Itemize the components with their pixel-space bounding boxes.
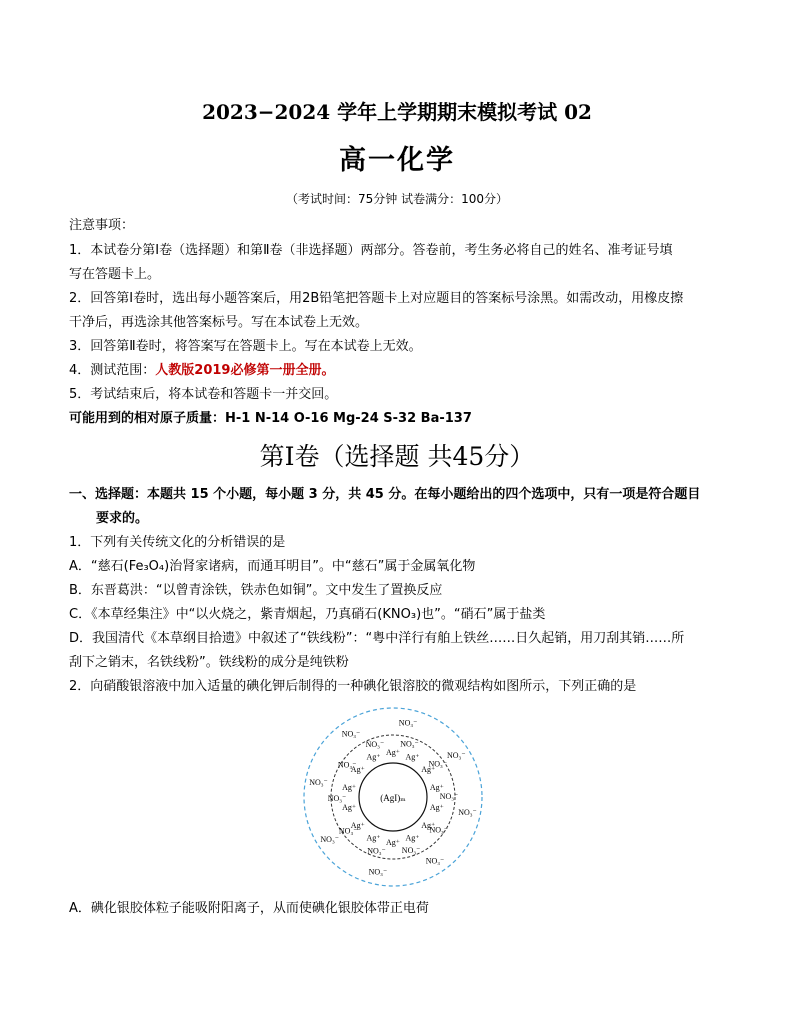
ag-cation-label: Ag⁺ <box>405 833 420 843</box>
note-1-line-1: 1．本试卷分第Ⅰ卷（选择题）和第Ⅱ卷（非选择题）两部分。答卷前，考生务必将自己的姓名、准考证号填 <box>69 243 673 258</box>
nitrate-anion-label: NO₃⁻ <box>447 751 466 760</box>
note-4-scope: 人教版2019必修第一册全册。 <box>155 363 335 378</box>
nitrate-anion-label: NO₃⁻ <box>309 777 328 787</box>
ag-cation-label: Ag⁺ <box>405 752 420 762</box>
nitrate-anion-label: NO₃⁻ <box>327 793 347 803</box>
note-1-line-2: 写在答题卡上。 <box>69 267 161 282</box>
nitrate-anion-label: NO₃⁻ <box>341 729 361 739</box>
ag-cation-label: Ag⁺ <box>421 764 436 774</box>
q2-stem: 2．向硝酸银溶液中加入适量的碘化钾后制得的一种碘化银溶胶的微观结构如图所示，下列正确的是 <box>69 679 637 694</box>
nitrate-anion-label: NO₃⁻ <box>429 825 449 835</box>
nitrate-anion-label: NO₃⁻ <box>338 826 358 836</box>
notes-heading: 注意事项： <box>69 218 135 233</box>
subject-title: 高一化学 <box>339 145 455 176</box>
q2-option-a: A．碘化银胶体粒子能吸附阳离子，从而使碘化银胶体带正电荷 <box>69 901 429 916</box>
exam-info: （考试时间：75分钟 试卷满分：100分） <box>286 192 508 206</box>
q1-option-c: C．《本草经集注》中“以火烧之，紫青烟起，乃真硝石(KNO₃)也”。“硝石”属于盐类 <box>69 607 546 622</box>
agi-core-label: (AgI)ₘ <box>380 793 406 803</box>
nitrate-anion-label: NO₃⁻ <box>337 760 357 770</box>
ag-cation-label: Ag⁺ <box>386 748 400 757</box>
nitrate-anion-label: NO₃⁻ <box>458 808 477 818</box>
ag-cation-label: Ag⁺ <box>342 803 357 812</box>
note-3: 3．回答第Ⅱ卷时，将答案写在答题卡上。写在本试卷上无效。 <box>69 339 422 354</box>
note-5: 5．考试结束后，将本试卷和答题卡一并交回。 <box>69 387 338 402</box>
nitrate-anion-label: NO₃⁻ <box>400 739 419 749</box>
nitrate-anion-label: NO₃⁻ <box>365 740 385 749</box>
ag-cation-label: Ag⁺ <box>429 803 444 812</box>
nitrate-anion-label: NO₃⁻ <box>367 846 386 856</box>
atomic-masses: 可能用到的相对原子质量：H-1 N-14 O-16 Mg-24 S-32 Ba-137 <box>69 411 472 426</box>
q1-option-a: A．“慈石(Fe₃O₄)治肾家诸病，而通耳明目”。中“慈石”属于金属氧化物 <box>69 559 476 574</box>
nitrate-anion-label: NO₃⁻ <box>425 856 445 866</box>
ag-cation-label: Ag⁺ <box>366 752 381 762</box>
ag-cation-label: Ag⁺ <box>350 821 365 831</box>
nitrate-anion-label: NO₃⁻ <box>398 718 418 728</box>
note-4-prefix: 4．测试范围： <box>69 363 156 378</box>
ag-cation-label: Ag⁺ <box>342 783 357 792</box>
ag-cation-label: Ag⁺ <box>350 764 365 774</box>
note-2-line-2: 干净后，再选涂其他答案标号。写在本试卷上无效。 <box>69 315 369 330</box>
agi-colloid-diagram <box>293 703 503 893</box>
section-title: 第Ⅰ卷（选择题 共45分） <box>259 442 535 471</box>
q1-option-d-line-2: 刮下之销末，名铁线粉”。铁线粉的成分是纯铁粉 <box>69 655 349 670</box>
nitrate-anion-label: NO₃⁻ <box>368 867 388 877</box>
part1-instructions-line-1: 一、选择题：本题共 15 个小题，每小题 3 分，共 45 分。在每小题给出的四个选项中，只有一项是符合题目 <box>69 487 701 502</box>
nitrate-anion-label: NO₃⁻ <box>401 846 421 855</box>
q1-option-b: B．东晋葛洪：“以曾青涂铁，铁赤色如铜”。文中发生了置换反应 <box>69 583 443 598</box>
ag-cation-label: Ag⁺ <box>366 833 381 843</box>
q1-option-d-line-1: D．我国清代《本草纲目拾遗》中叙述了“铁线粉”：“粤中洋行有舶上铁丝……日久起销，用刀刮其销……所 <box>69 631 685 646</box>
note-2-line-1: 2．回答第Ⅰ卷时，选出每小题答案后，用2B铅笔把答题卡上对应题目的答案标号涂黑。如需改动，用橡皮擦 <box>69 291 684 306</box>
nitrate-anion-label: NO₃⁻ <box>320 835 339 844</box>
exam-title: 2023−2024 学年上学期期末模拟考试 02 <box>202 100 592 124</box>
nitrate-anion-label: NO₃⁻ <box>439 792 459 802</box>
part1-instructions-line-2: 要求的。 <box>96 511 149 526</box>
nitrate-anion-label: NO₃⁻ <box>428 759 448 769</box>
ag-cation-label: Ag⁺ <box>429 783 444 792</box>
ag-cation-label: Ag⁺ <box>386 838 400 847</box>
q1-stem: 1．下列有关传统文化的分析错误的是 <box>69 535 286 550</box>
ag-cation-label: Ag⁺ <box>421 821 436 831</box>
note-4 <box>69 362 334 380</box>
